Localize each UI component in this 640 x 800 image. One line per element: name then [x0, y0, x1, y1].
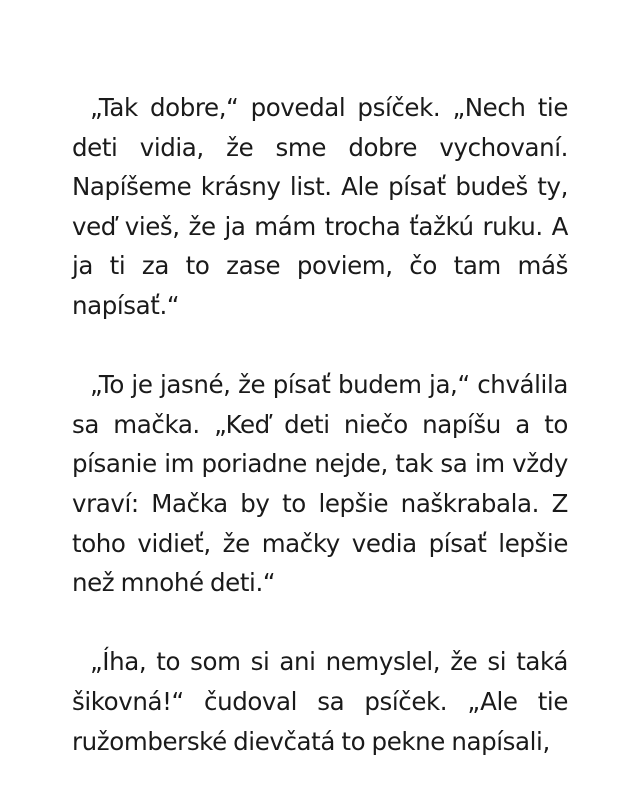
book-page	[72, 88, 568, 761]
paragraph-3: „Íha, to som si ani nemyslel, že si taká šikovná!“ čudoval sa psíček. „Ale tie ružomberské dievčatá to pekne napísali,	[72, 647, 568, 756]
paragraph-2: „To je jasné, že písať budem ja,“ chválila sa mačka. „Keď deti niečo napíšu a to písanie im poriadne nejde, tak sa im vždy vraví: Mačka by to lepšie naškrabala. Z toho vidieť, že mačky vedia písať lepšie než mnohé deti.“	[72, 370, 568, 598]
paragraph-1: „Tak dobre,“ povedal psíček. „Nech tie deti vidia, že sme dobre vychovaní. Napíšeme krásny list. Ale písať budeš ty, veď vieš, že ja mám trocha ťažkú ruku. A ja ti za to zase poviem, čo tam máš napísať.“	[72, 93, 568, 320]
